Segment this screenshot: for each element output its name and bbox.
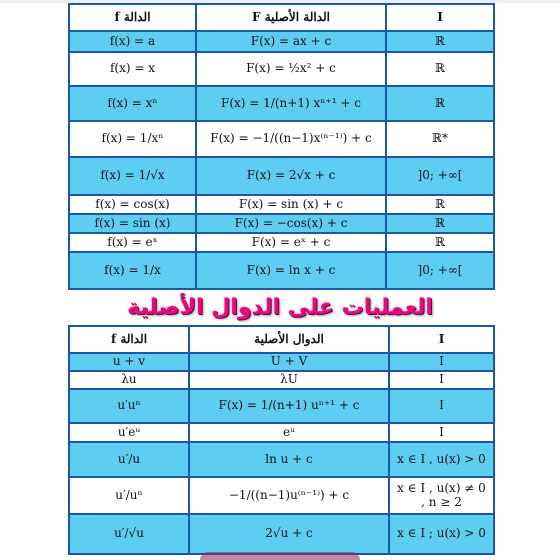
table-row	[69, 353, 494, 371]
cell-domain: I	[389, 353, 494, 371]
header-antiderivative: الدوال الأصلية	[189, 326, 389, 353]
table-row	[69, 423, 494, 442]
cell-function: f(x) = 1/x	[69, 252, 196, 289]
cell-antiderivative: F(x) = 1/(n+1) xⁿ⁺¹ + c	[196, 86, 386, 121]
cell-domain: ]0; +∞[	[386, 157, 494, 195]
table-row	[69, 477, 494, 514]
cell-antiderivative: F(x) = 2√x + c	[196, 157, 386, 195]
table-row	[69, 157, 494, 195]
cell-antiderivative: F(x) = eˣ + c	[196, 233, 386, 252]
table-row	[69, 52, 494, 86]
cell-function: f(x) = cos(x)	[69, 195, 196, 214]
cell-domain: ℝ*	[386, 121, 494, 157]
antiderivative-operations-table	[68, 325, 495, 555]
cell-antiderivative: F(x) = −1/((n−1)x⁽ⁿ⁻¹⁾) + c	[196, 121, 386, 157]
cell-function: f(x) = a	[69, 31, 196, 52]
table-row	[69, 86, 494, 121]
cell-function: f(x) = x	[69, 52, 196, 86]
cell-antiderivative: F(x) = 1/(n+1) uⁿ⁺¹ + c	[189, 389, 389, 423]
cell-function: f(x) = 1/xⁿ	[69, 121, 196, 157]
cell-antiderivative: λU	[189, 371, 389, 389]
cell-function: u′/√u	[69, 514, 189, 554]
table-row	[69, 252, 494, 289]
header-domain: I	[386, 4, 494, 31]
cell-function: u′/uⁿ	[69, 477, 189, 514]
cell-domain: x ∈ I , u(x) ≠ 0 , n ≥ 2	[389, 477, 494, 514]
antiderivatives-table	[68, 3, 495, 290]
table-row	[69, 389, 494, 423]
table-header-row	[69, 4, 494, 31]
cell-domain: ℝ	[386, 86, 494, 121]
cell-domain: ℝ	[386, 233, 494, 252]
cell-function: f(x) = sin (x)	[69, 214, 196, 233]
header-antiderivative: الدالة الأصلية F	[196, 4, 386, 31]
cell-antiderivative: F(x) = ln x + c	[196, 252, 386, 289]
table-row	[69, 514, 494, 554]
table-row	[69, 195, 494, 214]
table-header-row	[69, 326, 494, 353]
table-row	[69, 214, 494, 233]
cell-antiderivative: F(x) = ½x² + c	[196, 52, 386, 86]
cell-domain: I	[389, 371, 494, 389]
cell-antiderivative: −1/((n−1)u⁽ⁿ⁻¹⁾) + c	[189, 477, 389, 514]
table-row	[69, 371, 494, 389]
section-title: العمليات على الدوال الأصلية	[127, 295, 433, 320]
cell-antiderivative: 2√u + c	[189, 514, 389, 554]
cell-function: f(x) = eˣ	[69, 233, 196, 252]
table-row	[69, 121, 494, 157]
cell-domain: x ∈ I , u(x) > 0	[389, 442, 494, 477]
cell-domain: x ∈ I ; u(x) > 0	[389, 514, 494, 554]
header-domain: I	[389, 326, 494, 353]
cell-domain: ℝ	[386, 52, 494, 86]
cell-domain: ℝ	[386, 214, 494, 233]
cell-domain: I	[389, 423, 494, 442]
cell-function: u′eᵘ	[69, 423, 189, 442]
cell-antiderivative: F(x) = −cos(x) + c	[196, 214, 386, 233]
cell-antiderivative: F(x) = ax + c	[196, 31, 386, 52]
cell-function: u′/u	[69, 442, 189, 477]
cell-domain: I	[389, 389, 494, 423]
header-function: الدالة f	[69, 4, 196, 31]
cell-function: λu	[69, 371, 189, 389]
cell-domain: ℝ	[386, 31, 494, 52]
cell-domain: ]0; +∞[	[386, 252, 494, 289]
cell-antiderivative: eᵘ	[189, 423, 389, 442]
cell-function: f(x) = 1/√x	[69, 157, 196, 195]
table-row	[69, 233, 494, 252]
bottom-decoration	[200, 552, 360, 560]
cell-domain: ℝ	[386, 195, 494, 214]
table-row	[69, 31, 494, 52]
cell-function: u′uⁿ	[69, 389, 189, 423]
cell-function: u + v	[69, 353, 189, 371]
cell-function: f(x) = xⁿ	[69, 86, 196, 121]
cell-antiderivative: ln u + c	[189, 442, 389, 477]
table-row	[69, 442, 494, 477]
cell-antiderivative: F(x) = sin (x) + c	[196, 195, 386, 214]
cell-antiderivative: U + V	[189, 353, 389, 371]
header-function: الدالة f	[69, 326, 189, 353]
